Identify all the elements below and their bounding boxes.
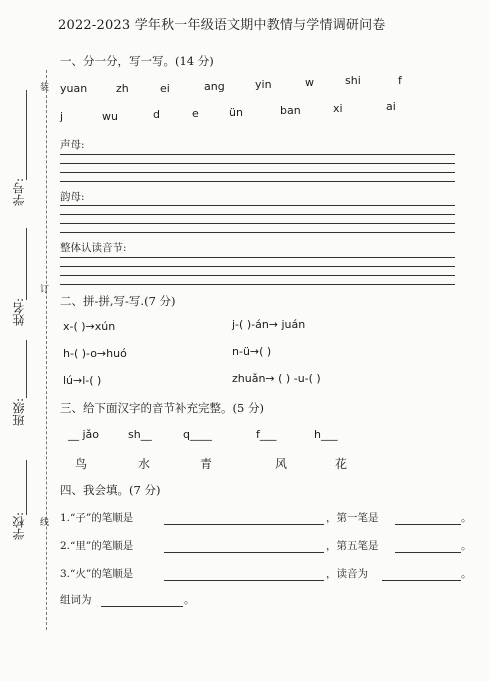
pinyin-item: d <box>153 108 160 121</box>
pinyin-item: j <box>60 110 64 123</box>
hanzi-char: 青 <box>200 457 213 471</box>
writing-line <box>60 275 455 276</box>
exercise-item: lú→l-( ) <box>63 374 102 387</box>
binding-mark-xian: 线 <box>40 518 50 528</box>
hanzi-char: 鸟 <box>75 457 88 471</box>
syllable-blank: sh__ <box>128 428 152 441</box>
hanzi-char: 花 <box>335 457 348 471</box>
answer-blank <box>164 580 324 581</box>
pinyin-item: ang <box>204 80 225 93</box>
hanzi-char: 水 <box>138 457 151 471</box>
answer-blank <box>101 606 183 607</box>
writing-line <box>60 214 455 215</box>
syllable-blank: __ jǎo <box>68 428 100 441</box>
pinyin-item: e <box>192 107 199 120</box>
page-title: 2022-2023 学年秋一年级语文期中教情与学情调研问卷 <box>58 18 386 33</box>
question-1-suffix: ，第一笔是 <box>326 512 379 524</box>
syllable-blank: q____ <box>183 428 212 441</box>
exercise-item: zhuǎn→ ( ) -u-( ) <box>232 372 321 385</box>
writing-line <box>60 205 455 206</box>
answer-blank <box>395 552 461 553</box>
writing-line <box>60 154 455 155</box>
pinyin-item: wu <box>102 110 118 123</box>
question-2-period: 。 <box>461 540 472 552</box>
question-1-text: 1.“子”的笔顺是 <box>60 512 134 524</box>
pinyin-item: ban <box>280 104 301 117</box>
answer-blank <box>164 524 324 525</box>
writing-line <box>60 284 455 285</box>
pinyin-item: f <box>398 74 402 87</box>
name-line <box>26 228 27 300</box>
section-4-heading: 四、我会填。(7 分) <box>60 483 161 497</box>
answer-blank <box>395 524 461 525</box>
section-3-heading: 三、给下面汉字的音节补充完整。(5 分) <box>60 401 264 415</box>
class-label: 班级: <box>12 398 26 427</box>
exercise-item: j-( )-án→ juán <box>232 318 306 331</box>
binding-mark-zhuang: 装 <box>40 83 50 93</box>
writing-line <box>60 181 455 182</box>
student-id-label: 学号: <box>12 178 26 207</box>
category-label-initials: 声母: <box>60 139 85 151</box>
school-label: 学校: <box>12 512 26 541</box>
writing-line <box>60 163 455 164</box>
syllable-blank: h___ <box>314 428 338 441</box>
pinyin-item: ei <box>160 82 170 95</box>
question-2-text: 2.“里”的笔顺是 <box>60 540 134 552</box>
pinyin-item: yin <box>255 78 272 91</box>
question-3-word-period: 。 <box>184 594 195 606</box>
question-1-period: 。 <box>461 512 472 524</box>
writing-line <box>60 266 455 267</box>
pinyin-item: xi <box>333 102 343 115</box>
exercise-item: h-( )-o→huó <box>63 347 127 360</box>
exercise-item: n-ü→( ) <box>232 345 272 358</box>
student-id-line <box>26 90 27 180</box>
writing-line <box>60 223 455 224</box>
binding-line <box>46 70 47 630</box>
pinyin-item: ün <box>229 106 243 119</box>
writing-line <box>60 257 455 258</box>
question-2-suffix: ，第五笔是 <box>326 540 379 552</box>
section-1-heading: 一、分一分，写一写。(14 分) <box>60 54 214 68</box>
question-3-suffix: ，读音为 <box>326 568 368 580</box>
exercise-item: x-( )→xún <box>63 320 116 333</box>
binding-mark-ding: 订 <box>40 285 50 295</box>
name-label: 姓名: <box>12 298 26 327</box>
pinyin-item: shi <box>345 74 361 87</box>
question-3-text: 3.“火”的笔顺是 <box>60 568 134 580</box>
writing-line <box>60 232 455 233</box>
answer-blank <box>164 552 324 553</box>
syllable-blank: f___ <box>256 428 277 441</box>
category-label-whole-syllables: 整体认读音节: <box>60 242 127 254</box>
class-line <box>26 340 27 398</box>
hanzi-char: 风 <box>275 457 288 471</box>
writing-line <box>60 172 455 173</box>
pinyin-item: ai <box>386 100 396 113</box>
school-line <box>26 460 27 515</box>
answer-blank <box>382 580 461 581</box>
pinyin-item: yuan <box>60 82 88 95</box>
section-2-heading: 二、拼-拼,写-写.(7 分) <box>60 294 176 308</box>
pinyin-item: zh <box>116 82 129 95</box>
question-3-word-label: 组词为 <box>60 594 92 606</box>
pinyin-item: w <box>305 76 314 89</box>
question-3-period: 。 <box>461 568 472 580</box>
category-label-finals: 韵母: <box>60 191 85 203</box>
